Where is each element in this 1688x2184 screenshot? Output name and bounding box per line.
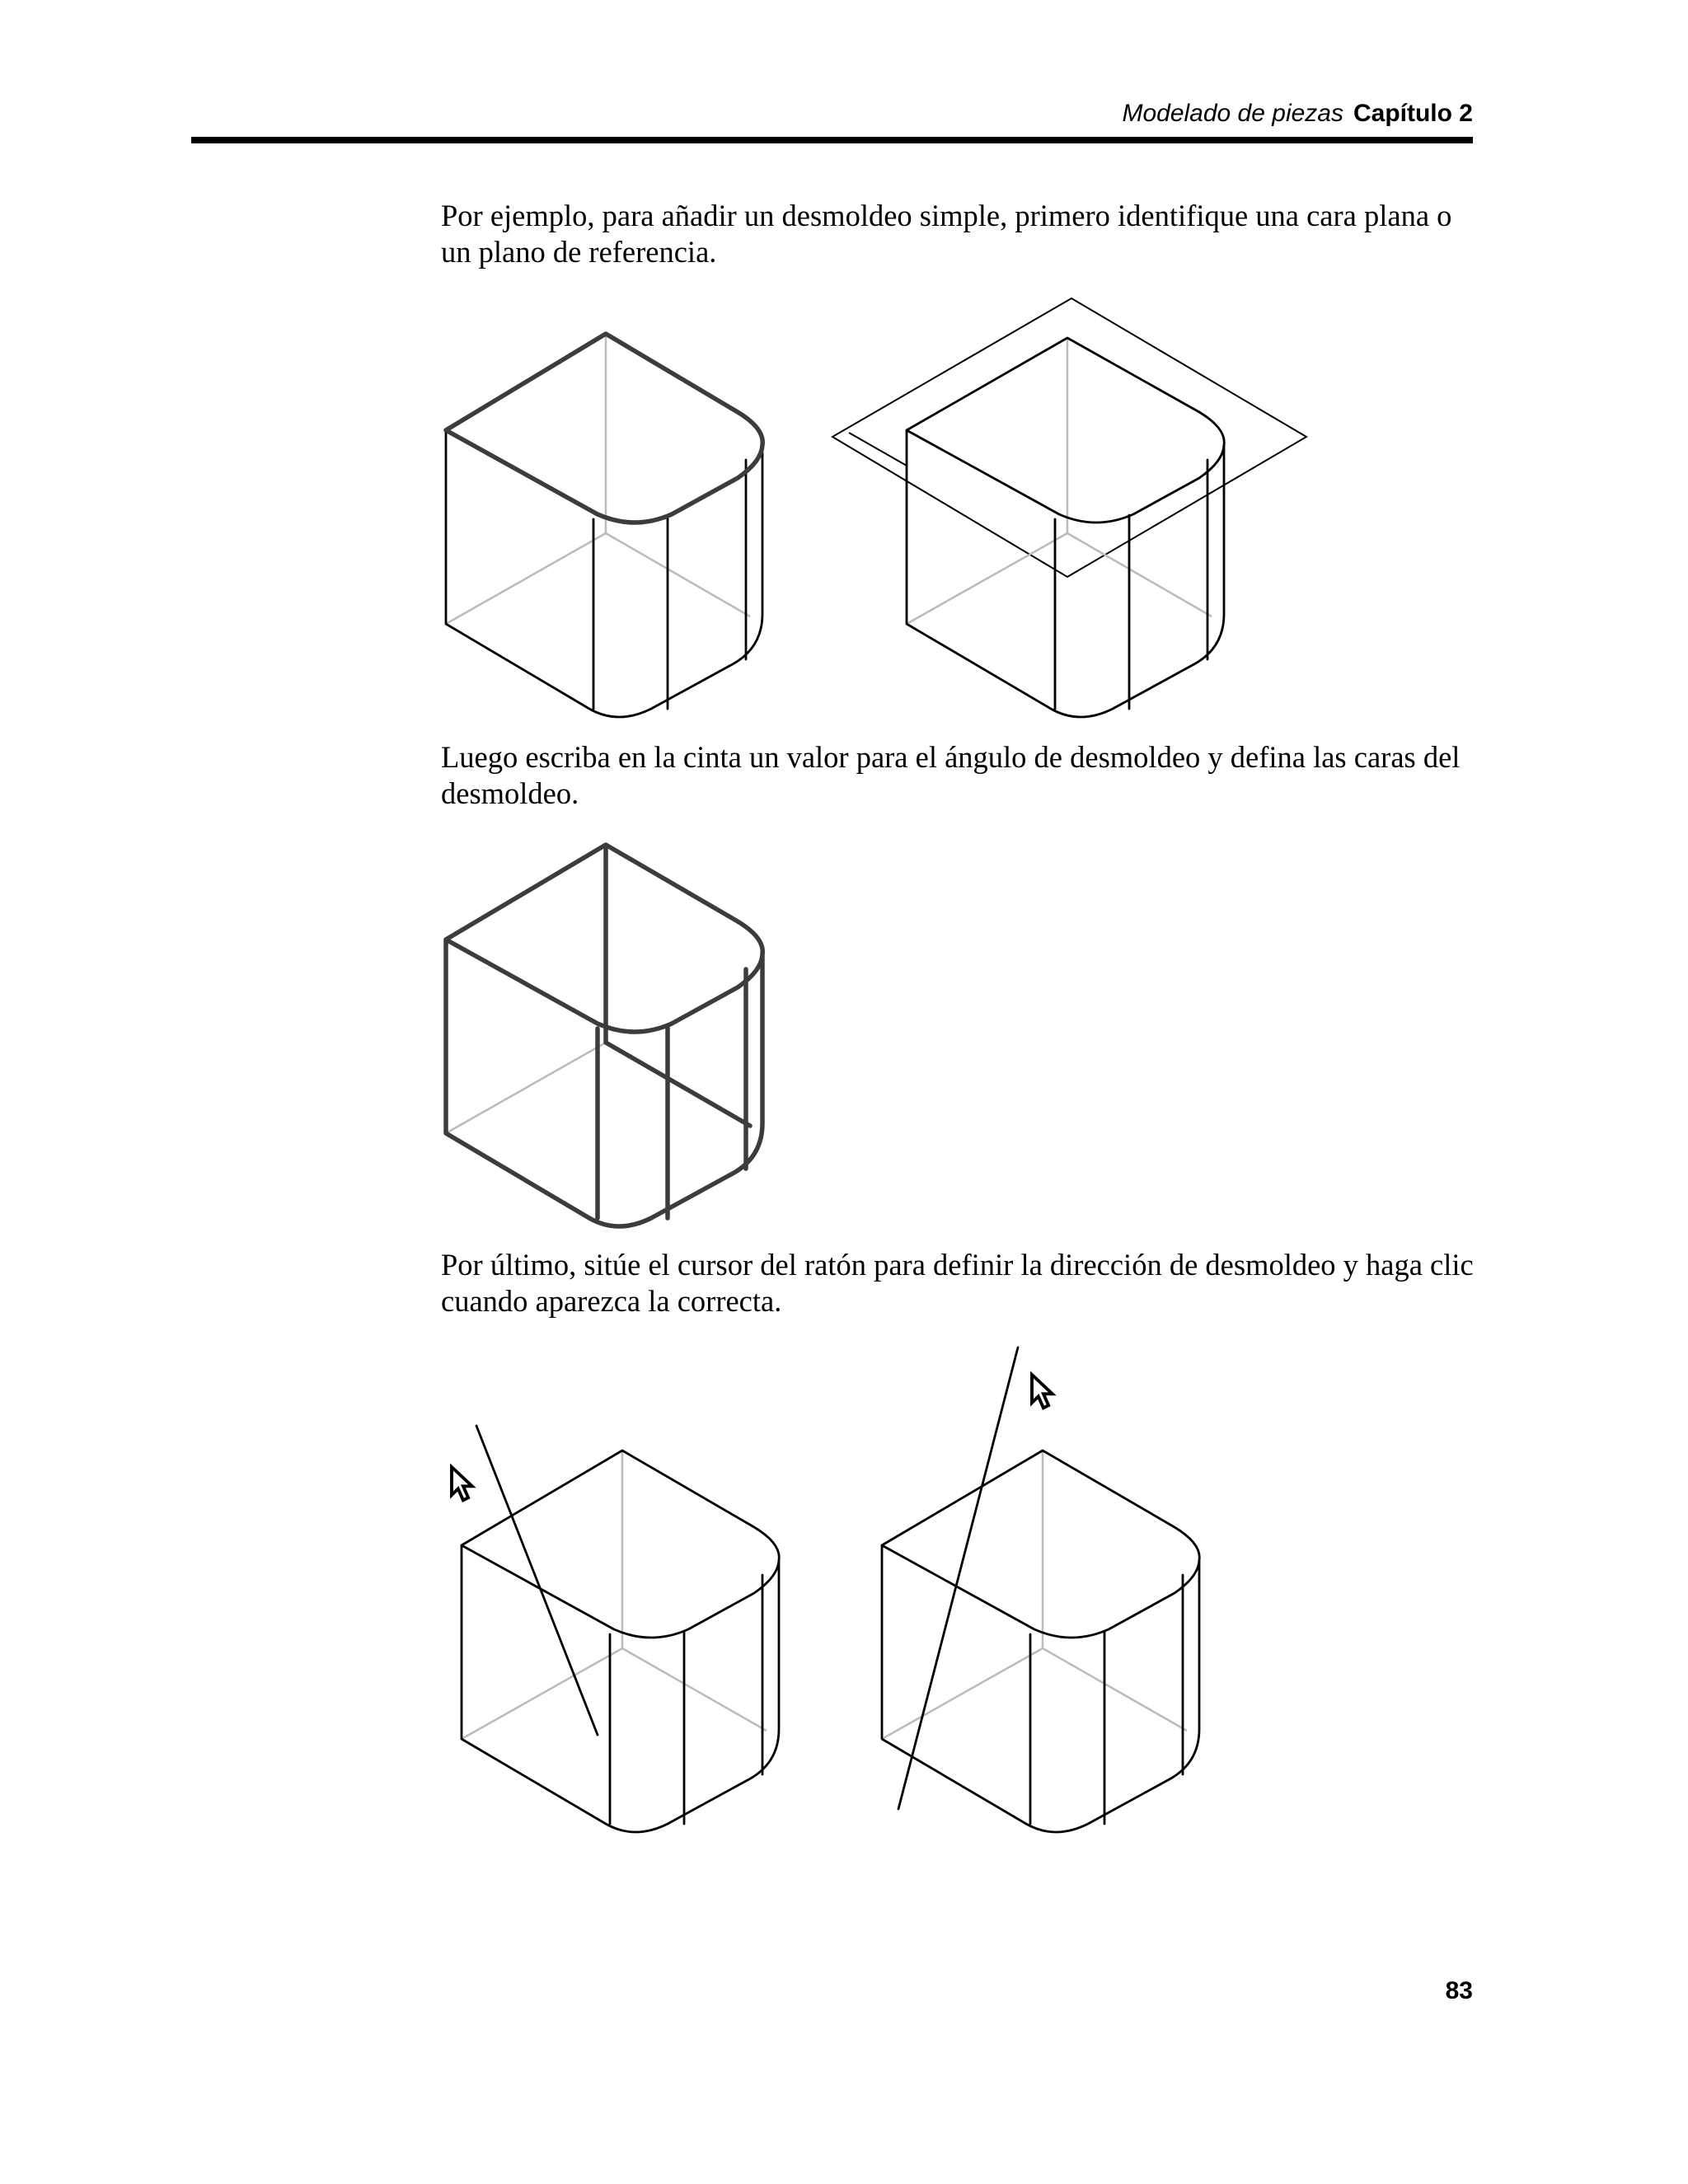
solid-with-reference-plane [832,298,1306,717]
paragraph-draft-direction: Por último, sitúe el cursor del ratón para definir la dirección de desmoldeo y haga clic cuando aparezca la correcta. [441,1248,1474,1318]
header-section-title: Modelado de piezas [1122,100,1343,127]
figure-select-face [429,284,1311,733]
solid-direction-left [462,1426,779,1832]
cursor-arrow-icon-left [452,1467,472,1500]
cursor-arrow-icon-right [1032,1375,1053,1408]
running-header [191,97,1473,130]
figure-define-draft-faces [429,828,791,1232]
header-chapter-label: Capítulo 2 [1353,100,1473,127]
page-number: 83 [1445,1977,1473,2004]
paragraph-identify-face: Por ejemplo, para añadir un desmoldeo simple, primero identifique una cara plana o un plano de referencia. [441,199,1452,269]
solid-highlighted-top-face [446,334,762,717]
solid-direction-right [882,1347,1199,1832]
header-rule [191,137,1473,143]
paragraph-define-angle: Luego escriba en la cinta un valor para el ángulo de desmoldeo y defina las caras del desmoldeo. [441,740,1461,810]
figure-draft-direction [429,1339,1228,1846]
